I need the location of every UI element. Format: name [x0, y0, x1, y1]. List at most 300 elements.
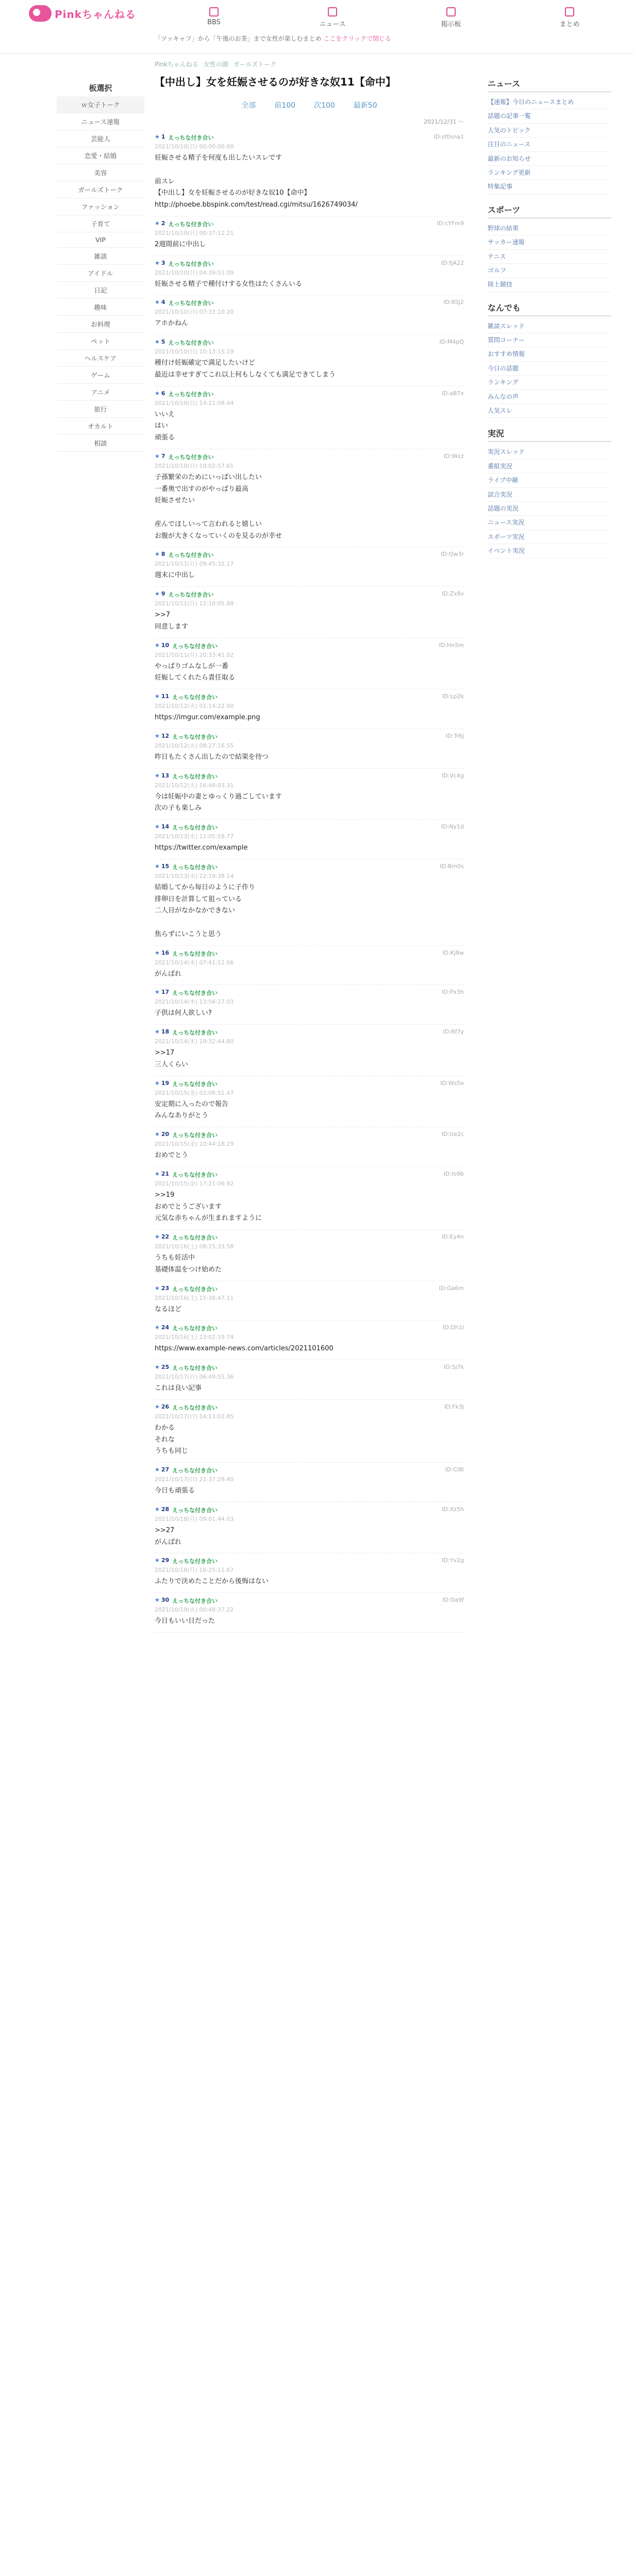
topnav-label: BBS — [207, 19, 221, 26]
post — [155, 1025, 464, 1076]
tagline-link[interactable]: ここをクリックで閉じる — [323, 35, 392, 42]
board-link[interactable]: 日記 — [57, 282, 144, 299]
post-list — [155, 130, 464, 1633]
post-author: えっちな付き合い — [172, 1325, 218, 1332]
post-author: えっちな付き合い — [172, 1132, 218, 1139]
thread-tab[interactable]: 次100 — [314, 101, 335, 110]
sidebar-link[interactable]: 最新のお知らせ — [488, 152, 611, 166]
post — [155, 1400, 464, 1463]
post-id[interactable]: ID:Lp2k — [442, 693, 464, 700]
star-icon: ★ — [155, 1324, 160, 1331]
post-date: 2021/10/17(日) 14:13:02.85 — [155, 1413, 234, 1420]
sidebar-link[interactable]: 今日の話題 — [488, 362, 611, 376]
board-link[interactable]: 芸能人 — [57, 130, 144, 147]
post-date: 2021/10/17(日) 06:49:55.36 — [155, 1374, 234, 1380]
logo-icon — [29, 5, 52, 22]
site-logo[interactable] — [29, 5, 136, 22]
star-icon: ★ — [155, 452, 160, 460]
post-body: 妊娠させる精子を何度も出したいスレです 前スレ 【中出し】女を妊娠させるのが好きな奴10【命中】 http://phoebe.bbspink.com/test/read.cgi/mitsu/1626749034/ — [155, 154, 358, 209]
board-link[interactable]: 美容 — [57, 164, 144, 181]
logo-text: Pinkちゃんねる — [55, 8, 137, 21]
post-id[interactable]: ID:Vc4g — [442, 772, 464, 779]
post-id[interactable]: ID:fjA22 — [441, 259, 464, 266]
post-id[interactable]: ID:sf0sna1 — [433, 133, 464, 140]
post-number[interactable]: 5 — [161, 338, 165, 345]
post-header — [155, 1233, 464, 1242]
post-author: えっちな付き合い — [172, 694, 218, 701]
board-link[interactable]: 相談 — [57, 435, 144, 452]
post-body: いいえ はい 頑張る — [155, 410, 175, 442]
post — [155, 689, 464, 729]
board-list — [57, 96, 144, 452]
post-id[interactable]: ID:Ga6m — [439, 1284, 464, 1292]
post-number[interactable]: 13 — [161, 772, 170, 779]
post-id[interactable]: ID:Qw3r — [441, 551, 464, 558]
star-icon: ★ — [155, 551, 160, 558]
post-number[interactable]: 15 — [161, 862, 170, 870]
breadcrumb — [155, 60, 464, 69]
post — [155, 638, 464, 690]
board-link[interactable]: VIP — [57, 232, 144, 248]
post-date: 2021/10/10(日) 04:39:51.09 — [155, 269, 234, 276]
post-author: えっちな付き合い — [172, 733, 218, 740]
post-author: えっちな付き合い — [172, 1598, 218, 1604]
star-icon: ★ — [155, 693, 160, 700]
post-author: えっちな付き合い — [172, 1080, 218, 1088]
post-body: なるほど — [155, 1305, 182, 1313]
post-id[interactable]: ID:Ue2c — [441, 1131, 464, 1138]
board-link[interactable]: 恋愛・結婚 — [57, 147, 144, 164]
breadcrumb-item[interactable]: 女性の園 — [203, 61, 228, 68]
post-id[interactable]: ID:Dh1l — [443, 1324, 464, 1331]
post — [155, 1360, 464, 1400]
sidebar-link[interactable]: スポーツ実況 — [488, 530, 611, 544]
post-author: えっちな付き合い — [168, 552, 214, 559]
sidebar-link[interactable]: 陸上競技 — [488, 278, 611, 292]
star-icon: ★ — [155, 732, 160, 739]
post-id[interactable]: ID:M4pQ — [439, 338, 464, 345]
post-id[interactable]: ID:Kj8w — [442, 949, 464, 956]
post-header — [155, 551, 464, 559]
post-body: 今は妊娠中の妻とゆっくり過ごしています 次の子も楽しみ — [155, 792, 282, 812]
post-date: 2021/10/12(火) 16:48:03.31 — [155, 782, 234, 789]
post-body: https://imgur.com/example.png — [155, 714, 260, 721]
sidebar-link[interactable]: 番組実況 — [488, 460, 611, 473]
post-body: 妊娠させる精子で種付けする女性はたくさんいる — [155, 280, 303, 288]
star-icon: ★ — [155, 299, 160, 306]
post-number[interactable]: 28 — [161, 1505, 170, 1513]
sidebar-link[interactable]: 人気スレ — [488, 404, 611, 418]
post-number[interactable]: 1 — [161, 133, 165, 140]
post-number[interactable]: 29 — [161, 1557, 170, 1564]
thread-title: 【中出し】女を妊娠させるのが好きな奴11【命中】 — [155, 76, 396, 88]
post-number[interactable]: 30 — [161, 1597, 170, 1603]
tagline — [155, 34, 391, 43]
post-number[interactable]: 8 — [161, 551, 165, 558]
post-body: 安定期に入ったので報告 みんなありがとう — [155, 1100, 229, 1120]
post-author: えっちな付き合い — [172, 773, 218, 780]
star-icon: ★ — [155, 1597, 160, 1603]
breadcrumb-item[interactable]: ガールズトーク — [233, 61, 277, 68]
post-author: えっちな付き合い — [172, 1234, 218, 1241]
star-icon: ★ — [155, 949, 160, 956]
post-date: 2021/10/14(木) 13:56:27.03 — [155, 998, 234, 1006]
post-number[interactable]: 24 — [161, 1324, 170, 1331]
star-icon: ★ — [155, 338, 160, 345]
post — [155, 216, 464, 256]
sidebar-link[interactable]: おすすめ情報 — [488, 347, 611, 361]
sidebar-link[interactable]: ゴルフ — [488, 264, 611, 278]
post-body: >>17 三人くらい — [155, 1049, 189, 1069]
post-date: 2021/10/10(日) 07:33:10.20 — [155, 309, 234, 316]
post-header — [155, 390, 464, 398]
post-number[interactable]: 4 — [161, 299, 165, 306]
topnav-item-1[interactable] — [273, 4, 392, 28]
sidebar-link[interactable]: 話題の記事一覧 — [488, 109, 611, 123]
post-id[interactable]: ID:aB7x — [441, 389, 464, 397]
post-date: 2021/10/19(火) 00:48:37.22 — [155, 1606, 234, 1613]
post-number[interactable]: 7 — [161, 452, 165, 460]
post-id[interactable]: ID:Oa9f — [442, 1597, 464, 1603]
post-date: 2021/10/18(月) 09:01:44.03 — [155, 1515, 234, 1522]
sidebar-section — [488, 204, 611, 292]
post-id[interactable]: ID:Sj7k — [444, 1364, 464, 1370]
star-icon: ★ — [155, 772, 160, 779]
board-link[interactable]: オカルト — [57, 418, 144, 435]
post-date: 2021/10/12(火) 01:14:22.90 — [155, 703, 234, 709]
news-icon — [328, 7, 337, 16]
post-body: がんばれ — [155, 970, 182, 978]
post-body: 2週間前に中出し — [155, 240, 206, 248]
post-id[interactable]: ID:Io9b — [443, 1170, 464, 1177]
star-icon: ★ — [155, 259, 160, 266]
post-number[interactable]: 17 — [161, 989, 170, 996]
post — [155, 1593, 464, 1633]
sidebar-link[interactable]: ライブ中継 — [488, 473, 611, 487]
post — [155, 859, 464, 946]
post-date: 2021/10/17(日) 21:37:28.40 — [155, 1476, 234, 1483]
star-icon: ★ — [155, 1403, 160, 1410]
board-icon — [446, 7, 456, 16]
thread-tab[interactable]: 前100 — [274, 101, 296, 110]
post-header — [155, 1131, 464, 1139]
post-number[interactable]: 26 — [161, 1403, 170, 1410]
post-author: えっちな付き合い — [172, 1558, 218, 1565]
post-number[interactable]: 2 — [161, 219, 165, 227]
post-date: 2021/10/15(金) 17:21:06.92 — [155, 1180, 234, 1187]
post-number[interactable]: 3 — [161, 259, 165, 266]
post-body: >>27 がんばれ — [155, 1526, 182, 1546]
tagline-text: 「ツッキャフ」から「午後のお茶」まで女性が楽しむまとめ — [155, 35, 322, 42]
post-date: 2021/10/13(水) 22:19:38.14 — [155, 872, 234, 879]
post-body: 今日も頑張る — [155, 1487, 195, 1495]
post-date: 2021/10/10(日) 14:21:08.44 — [155, 399, 234, 406]
thread-tab[interactable]: 最新50 — [353, 101, 377, 110]
post — [155, 946, 464, 986]
post-body: これは良い記事 — [155, 1384, 202, 1392]
sidebar-link[interactable]: 野球の結果 — [488, 222, 611, 235]
matome-icon — [565, 7, 574, 16]
post-date: 2021/10/10(日) 00:37:12.21 — [155, 229, 234, 236]
post-header — [155, 1466, 464, 1475]
post-date: 2021/10/10(日) 18:02:57.61 — [155, 462, 234, 469]
board-link[interactable]: ペット — [57, 333, 144, 350]
board-link[interactable]: 趣味 — [57, 299, 144, 316]
post-author: えっちな付き合い — [172, 1171, 218, 1178]
post-id[interactable]: ID:Zx8v — [442, 590, 464, 597]
post-body: https://www.example-news.com/articles/2021101600 — [155, 1345, 333, 1353]
post-header — [155, 338, 464, 347]
post-date: 2021/10/15(金) 10:44:18.29 — [155, 1141, 234, 1147]
top-nav — [155, 4, 629, 28]
sidebar-link[interactable]: 特集記事 — [488, 180, 611, 194]
post — [155, 1076, 464, 1128]
board-link[interactable]: ゲーム — [57, 367, 144, 384]
sidebar-link[interactable]: 話題の実況 — [488, 502, 611, 516]
post-number[interactable]: 25 — [161, 1364, 170, 1370]
post-id[interactable]: ID:Tr6j — [445, 732, 464, 739]
star-icon: ★ — [155, 989, 160, 996]
post-date: 2021/10/14(木) 19:32:44.80 — [155, 1038, 234, 1045]
left-heading: 板選択 — [89, 83, 112, 93]
post-body: 週末に中出し — [155, 571, 195, 580]
post-id[interactable]: ID:Ny1d — [441, 823, 464, 830]
post — [155, 1230, 464, 1281]
post-author: えっちな付き合い — [172, 1467, 218, 1474]
post-date: 2021/10/16(土) 15:38:47.11 — [155, 1294, 234, 1301]
post-header — [155, 1506, 464, 1514]
section-heading: 実況 — [488, 427, 611, 442]
post-body: >>19 おめでとうございます 元気な赤ちゃんが生まれますように — [155, 1191, 262, 1223]
post-header — [155, 772, 464, 781]
post-date: 2021/10/16(土) 23:02:19.74 — [155, 1334, 234, 1341]
board-link[interactable]: 雑談 — [57, 248, 144, 265]
post-id[interactable]: ID:9kLt — [443, 452, 464, 460]
post-author: えっちな付き合い — [172, 1404, 218, 1411]
star-icon: ★ — [155, 389, 160, 397]
post-id[interactable]: ID:Cl8i — [445, 1466, 464, 1473]
star-icon: ★ — [155, 1557, 160, 1564]
post — [155, 587, 464, 638]
board-link[interactable]: 旅行 — [57, 401, 144, 418]
board-link[interactable]: ニュース速報 — [57, 113, 144, 130]
topnav-item-3[interactable] — [510, 4, 629, 28]
post-body: 昨日もたくさん出したので結果を待つ — [155, 753, 269, 761]
post-id[interactable]: ID:Yv2g — [442, 1557, 464, 1564]
topnav-item-0[interactable] — [155, 4, 273, 28]
board-link[interactable]: ファッション — [57, 198, 144, 215]
post-id[interactable]: ID:Fk3j — [444, 1403, 464, 1410]
sidebar-link[interactable]: みんなの声 — [488, 390, 611, 404]
post-id[interactable]: ID:Bm0s — [440, 862, 464, 870]
post-number[interactable]: 12 — [161, 732, 170, 739]
board-link[interactable]: アニメ — [57, 384, 144, 401]
post — [155, 547, 464, 587]
post-header — [155, 1324, 464, 1332]
post-author: えっちな付き合い — [172, 1506, 218, 1514]
post-author: えっちな付き合い — [172, 863, 218, 871]
sidebar-link[interactable]: ニュース実況 — [488, 516, 611, 530]
post-date: 2021/10/15(金) 02:08:51.47 — [155, 1089, 234, 1096]
board-link[interactable]: 子育て — [57, 215, 144, 232]
post-number[interactable]: 16 — [161, 949, 170, 956]
post-body: ふたりで決めたことだから後悔はない — [155, 1578, 269, 1586]
post-id[interactable]: ID:Hn5m — [439, 641, 464, 649]
breadcrumb-item[interactable]: Pinkちゃんねる — [155, 61, 198, 68]
sidebar-link[interactable]: イベント実況 — [488, 544, 611, 558]
star-icon: ★ — [155, 641, 160, 649]
post-id[interactable]: ID:Px3h — [442, 989, 464, 996]
post-header — [155, 950, 464, 958]
post-number[interactable]: 9 — [161, 590, 165, 597]
post-date: 2021/10/16(土) 08:15:33.58 — [155, 1243, 234, 1250]
post-id[interactable]: ID:Ws5e — [440, 1079, 464, 1087]
thread-meta: 2021/12/31 ～ — [424, 118, 464, 125]
board-link[interactable]: ガールズトーク — [57, 181, 144, 198]
post — [155, 769, 464, 820]
sidebar-section — [488, 77, 611, 194]
left-sidebar — [57, 82, 144, 452]
post — [155, 1502, 464, 1554]
star-icon: ★ — [155, 1233, 160, 1240]
sidebar-link[interactable]: テニス — [488, 250, 611, 264]
post-header — [155, 823, 464, 832]
post-author: えっちな付き合い — [168, 340, 214, 346]
post — [155, 1553, 464, 1593]
post-header — [155, 1285, 464, 1293]
post-date: 2021/10/13(水) 11:05:59.77 — [155, 833, 234, 840]
post-id[interactable]: ID:Xz5h — [442, 1505, 464, 1513]
post-author: えっちな付き合い — [172, 950, 218, 957]
topnav-label: 掲示板 — [441, 21, 461, 28]
post-number[interactable]: 11 — [161, 693, 170, 700]
post-author: えっちな付き合い — [168, 391, 214, 398]
post-id[interactable]: ID:cYFm9 — [437, 219, 464, 227]
post — [155, 820, 464, 859]
main-content — [155, 54, 464, 2576]
post-id[interactable]: ID:Ey4n — [442, 1233, 464, 1240]
star-icon: ★ — [155, 590, 160, 597]
board-link[interactable]: お料理 — [57, 316, 144, 333]
sidebar-link[interactable]: 雑談スレッド — [488, 319, 611, 333]
post-header — [155, 1364, 464, 1372]
post — [155, 449, 464, 548]
post-header — [155, 453, 464, 461]
board-link[interactable]: ｗ女子トーク — [57, 96, 144, 113]
post-number[interactable]: 6 — [161, 389, 165, 397]
post-date: 2021/10/14(木) 07:41:12.66 — [155, 959, 234, 966]
post-author: えっちな付き合い — [172, 1365, 218, 1371]
post-header — [155, 1080, 464, 1088]
post-number[interactable]: 21 — [161, 1170, 170, 1177]
sidebar-link[interactable]: 実況スレッド — [488, 445, 611, 459]
star-icon: ★ — [155, 133, 160, 140]
post — [155, 1167, 464, 1230]
post-author: えっちな付き合い — [172, 990, 218, 997]
post-author: えっちな付き合い — [168, 221, 214, 228]
post-header — [155, 1403, 464, 1412]
post — [155, 729, 464, 769]
post-author: えっちな付き合い — [172, 824, 218, 831]
post — [155, 1320, 464, 1360]
post-number[interactable]: 18 — [161, 1028, 170, 1035]
sidebar-link[interactable]: 【速報】今日のニュースまとめ — [488, 95, 611, 109]
post-number[interactable]: 10 — [161, 641, 170, 649]
sidebar-link[interactable]: 注目のニュース — [488, 138, 611, 151]
post-author: えっちな付き合い — [172, 1029, 218, 1036]
post-author: えっちな付き合い — [168, 453, 214, 461]
post-author: えっちな付き合い — [168, 134, 214, 141]
sidebar-link[interactable]: 試合実況 — [488, 488, 611, 502]
post-body: 種付け妊娠確定で満足したいけど 最近は幸せすぎてこれ以上何もしなくても満足できてしまう — [155, 359, 336, 379]
post-body: やっぱりゴムなしが一番 妊娠してくれたら責任取る — [155, 662, 236, 682]
post-header — [155, 1557, 464, 1565]
post-header — [155, 299, 464, 307]
topnav-item-2[interactable] — [392, 4, 510, 28]
post-date: 2021/10/11(月) 20:33:41.02 — [155, 651, 234, 658]
post — [155, 985, 464, 1025]
post-body: 子供は何人欲しい? — [155, 1009, 212, 1018]
post-number[interactable]: 23 — [161, 1284, 170, 1292]
post-number[interactable]: 27 — [161, 1466, 170, 1473]
post-number[interactable]: 22 — [161, 1233, 170, 1240]
post-body: 今日もいい日だった — [155, 1617, 215, 1625]
post-author: えっちな付き合い — [172, 1285, 218, 1293]
post-date: 2021/10/12(火) 08:27:16.55 — [155, 742, 234, 749]
post-body: アホかねん — [155, 319, 189, 328]
post — [155, 386, 464, 449]
post-date: 2021/10/10(日) 10:13:15.19 — [155, 348, 234, 355]
section-heading: ニュース — [488, 77, 611, 92]
post — [155, 335, 464, 386]
right-sidebar — [488, 77, 611, 568]
post — [155, 1127, 464, 1167]
thread-tab[interactable]: 全部 — [241, 101, 256, 110]
post-number[interactable]: 14 — [161, 823, 170, 830]
star-icon: ★ — [155, 1284, 160, 1292]
post-header — [155, 590, 464, 599]
sidebar-link[interactable]: サッカー速報 — [488, 235, 611, 249]
sidebar-section — [488, 427, 611, 558]
sidebar-link[interactable]: ランキング更新 — [488, 166, 611, 180]
post-header — [155, 1028, 464, 1037]
post-id[interactable]: ID:8SJ2 — [443, 299, 464, 306]
post-body: わかる それな うちも同じ — [155, 1423, 189, 1455]
board-link[interactable]: アイドル — [57, 265, 144, 282]
post-author: えっちな付き合い — [172, 642, 218, 650]
section-heading: なんでも — [488, 301, 611, 316]
post-date: 2021/10/11(月) 12:10:05.88 — [155, 600, 234, 607]
sidebar-link[interactable]: ランキング — [488, 376, 611, 389]
post-number[interactable]: 20 — [161, 1131, 170, 1138]
sidebar-link[interactable]: 人気のトピック — [488, 124, 611, 138]
post-header — [155, 733, 464, 741]
star-icon: ★ — [155, 1364, 160, 1370]
post-id[interactable]: ID:Rf7y — [443, 1028, 464, 1035]
post-header — [155, 1171, 464, 1179]
sidebar-link[interactable]: 質問コーナー — [488, 333, 611, 347]
post-date: 2021/10/18(月) 16:25:11.67 — [155, 1567, 234, 1574]
board-link[interactable]: ヘルスケア — [57, 350, 144, 367]
post-author: えっちな付き合い — [168, 260, 214, 267]
post-header — [155, 642, 464, 650]
topnav-label: まとめ — [559, 21, 580, 28]
post-author: えっちな付き合い — [168, 591, 214, 598]
post-number[interactable]: 19 — [161, 1079, 170, 1087]
top-bar — [0, 0, 634, 54]
post-date: 2021/10/10(日) 00:00:00.00 — [155, 143, 234, 150]
topnav-label: ニュース — [319, 21, 346, 28]
